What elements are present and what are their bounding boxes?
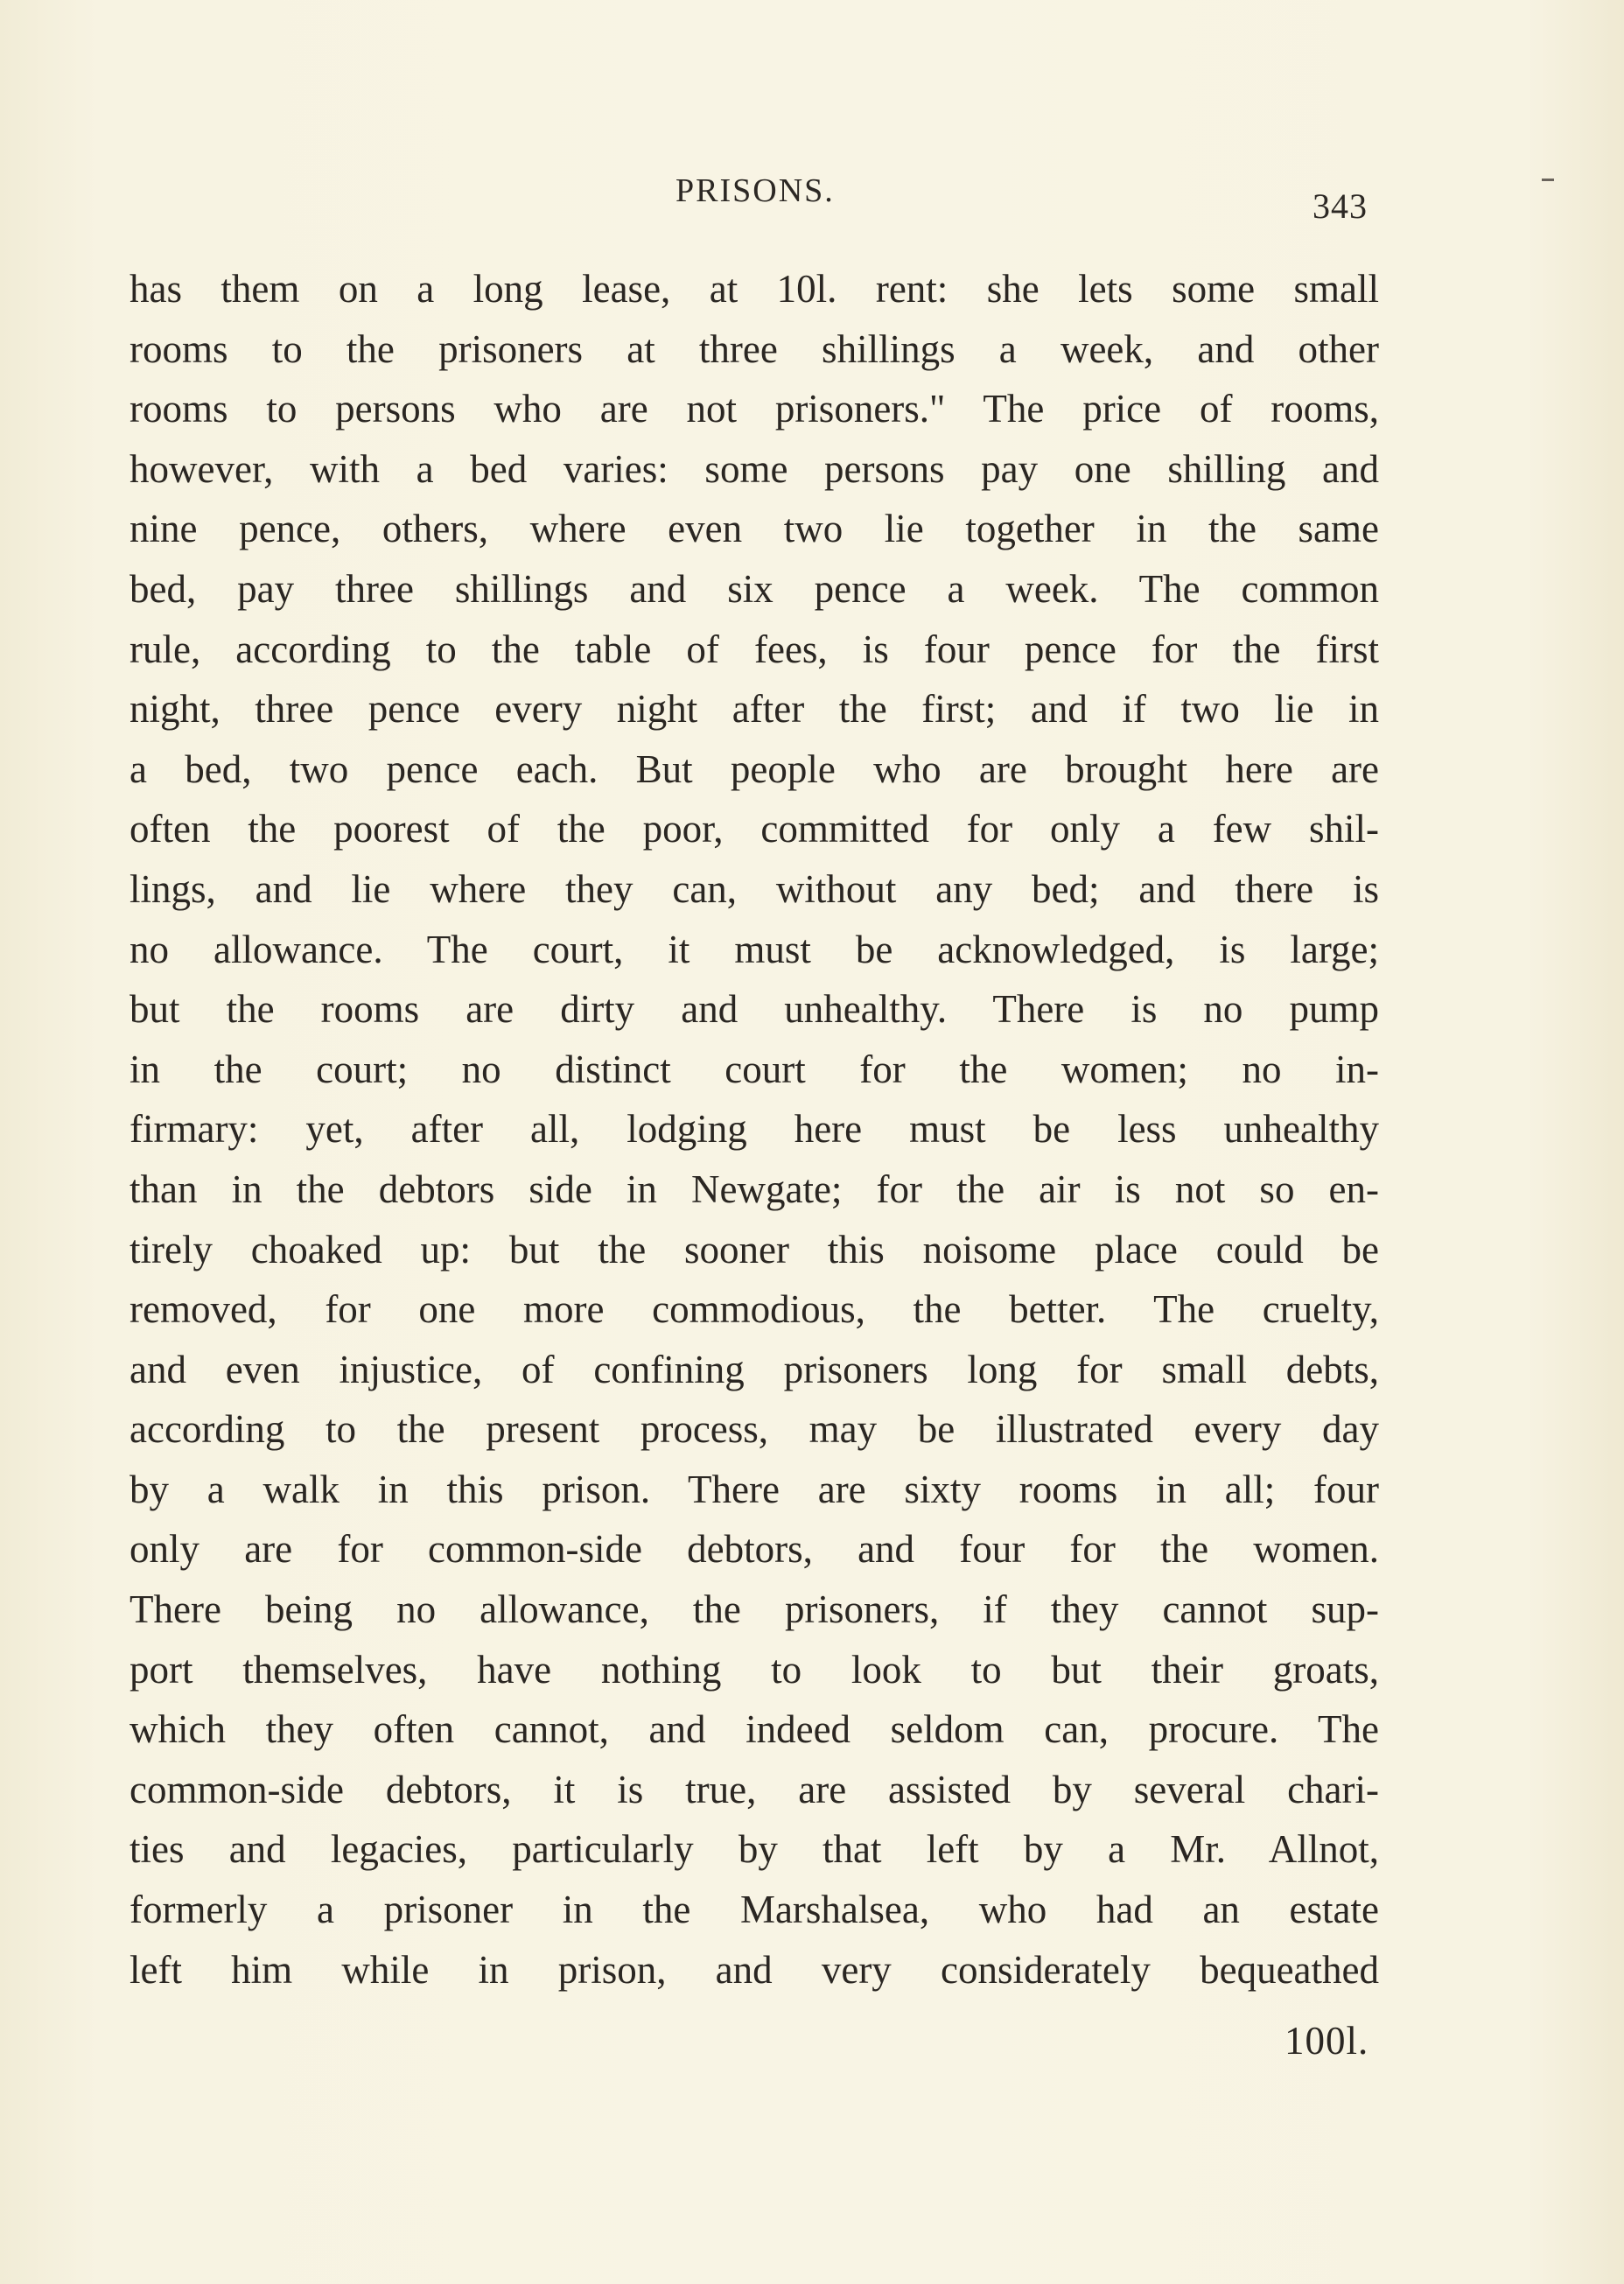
text-line: bed, pay three shillings and six pence a week. The common xyxy=(130,566,1379,611)
text-line: however, with a bed varies: some persons pay one shilling and xyxy=(130,446,1379,491)
body-text xyxy=(130,259,1379,2000)
text-line: removed, for one more commodious, the better. The cruelty, xyxy=(130,1287,1379,1332)
text-line: no allowance. The court, it must be acknowledged, is large; xyxy=(130,927,1379,971)
text-line: than in the debtors side in Newgate; for the air is not so en- xyxy=(130,1167,1379,1211)
text-line: a bed, two pence each. But people who are brought here are xyxy=(130,746,1379,791)
text-line: There being no allowance, the prisoners, if they cannot sup- xyxy=(130,1587,1379,1632)
catchword: 100l. xyxy=(1284,2019,1369,2063)
text-line: ties and legacies, particularly by that left by a Mr. Allnot, xyxy=(130,1827,1379,1872)
text-line: often the poorest of the poor, committed for only a few shil- xyxy=(130,807,1379,851)
text-line: only are for common-side debtors, and four for the women. xyxy=(130,1527,1379,1572)
running-head xyxy=(0,172,1624,224)
text-line: has them on a long lease, at 10l. rent: she lets some small xyxy=(130,267,1379,311)
page-number: 343 xyxy=(1312,186,1368,226)
text-line: nine pence, others, where even two lie together in the same xyxy=(130,507,1379,551)
text-line: formerly a prisoner in the Marshalsea, who had an estate xyxy=(130,1888,1379,1932)
text-line: left him while in prison, and very considerately bequeathed xyxy=(130,1947,1379,1992)
text-line: common-side debtors, it is true, are assisted by several chari- xyxy=(130,1767,1379,1811)
text-line: lings, and lie where they can, without any bed; and there is xyxy=(130,866,1379,911)
text-line: and even injustice, of confining prisoners long for small debts, xyxy=(130,1347,1379,1391)
text-line: but the rooms are dirty and unhealthy. There is no pump xyxy=(130,987,1379,1032)
text-line: port themselves, have nothing to look to but their groats, xyxy=(130,1647,1379,1692)
text-line: firmary: yet, after all, lodging here must be less unhealthy xyxy=(130,1107,1379,1152)
running-title: PRISONS. xyxy=(676,172,835,209)
text-line: which they often cannot, and indeed seldom can, procure. The xyxy=(130,1707,1379,1752)
text-line: night, three pence every night after the first; and if two lie in xyxy=(130,687,1379,732)
text-line: rooms to persons who are not prisoners." The price of rooms, xyxy=(130,387,1379,431)
text-line: according to the present process, may be illustrated every day xyxy=(130,1407,1379,1452)
text-line: rule, according to the table of fees, is four pence for the first xyxy=(130,627,1379,671)
text-line: rooms to the prisoners at three shillings a week, and other xyxy=(130,326,1379,371)
text-line: in the court; no distinct court for the women; no in- xyxy=(130,1047,1379,1091)
text-line: tirely choaked up: but the sooner this noisome place could be xyxy=(130,1227,1379,1272)
text-line: by a walk in this prison. There are sixty rooms in all; four xyxy=(130,1467,1379,1511)
